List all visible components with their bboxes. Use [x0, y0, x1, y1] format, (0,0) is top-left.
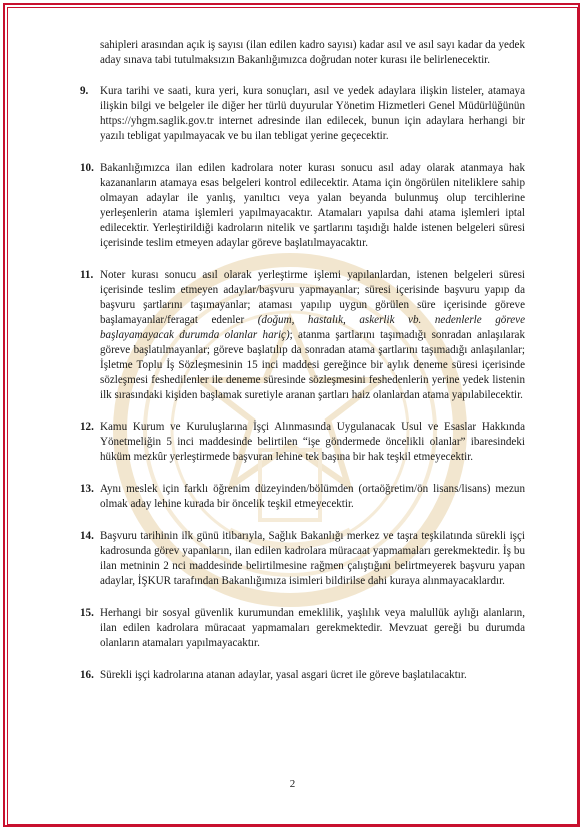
item-text-part: Noter kurası sonucu asıl olarak yerleştirme işlemi yapılanlardan, istenen belgeleri süresi içerisinde teslim etmeyen adaylar/başvuru yapmayanlar; süresi içerisinde başvuru yapıp da başvuru şartlarını taşımayanlar; ataması yapılıp uygun görülen süre içerisinde göreve başlamayanlar/feragat edenler [100, 269, 525, 326]
item-14 [80, 529, 525, 589]
item-number: 11. [80, 269, 94, 281]
item-text: Herhangi bir sosyal güvenlik kurumundan emeklilik, yaşlılık veya malullük aylığı alanların, ilan edilen kadrolara müracaat yapmamaları gerekmektedir. Mevzuat gereği bu durumda olanların atamaları yapılmayacaktır. [100, 607, 525, 649]
item-number: 9. [80, 85, 89, 97]
item-text: Bakanlığımızca ilan edilen kadrolara noter kurası sonucu asıl aday olarak atanmaya hak kazananların atamaya esas belgeleri kontrol edilecektir. Atama için öngörülen niteliklere sahip olmayan adaylar ile yanlış, yanıltıcı veya yalan beyanda bulunmuş olup tercihlerine yerleşenlerin atama işlemleri yapılmayacaktır. Atamaları yapılsa dahi atama işlemleri iptal edilecektir. Yerleştirildiği kadroların nitelik ve şartlarını taşıdığı halde istenen belgeleri süresi içerisinde teslim etmeyen adaylar göreve başlatılmayacaktır. [100, 162, 525, 249]
intro-paragraph: sahipleri arasından açık iş sayısı (ilan edilen kadro sayısı) kadar asıl ve asıl sayı kadar da yedek aday sınava tabi tutulmaksızın Bakanlığımızca doğrudan noter kurası ile belirlenecektir. [100, 39, 525, 66]
item-10 [80, 161, 525, 251]
page-number: 2 [289, 778, 296, 790]
item-number: 10. [80, 162, 94, 174]
item-text: Başvuru tarihinin ilk günü itibarıyla, Sağlık Bakanlığı merkez ve taşra teşkilatında sürekli işçi kadrosunda görev yapanların, ilan edilen kadrolara müracaat yapmamaları gerekmektedir. İş bu ilan metninin 2 nci maddesinde belirtilmesine rağmen çalıştığını belirtmeyerek başvuru yapan adaylar, İŞKUR tarafından Bakanlığımıza isimleri bildirilse dahi kuraya alınmayacaklardır. [100, 530, 525, 587]
item-text: Sürekli işçi kadrolarına atanan adaylar, yasal asgari ücret ile göreve başlatılacaktır. [100, 669, 467, 681]
item-text: Aynı meslek için farklı öğrenim düzeyinden/bölümden (ortaöğretim/ön lisans/lisans) mezun olmak aday lehine kurada bir öncelik teşkil etmeyecektir. [100, 483, 525, 510]
item-12 [80, 420, 525, 465]
item-number: 14. [80, 530, 94, 542]
item-text-part: ; atanma şartlarını taşımadığı sonradan anlaşılarak göreve başlatılmayanlar; göreve başlatılıp da sonradan atama şartlarını taşımadığı anlaşılanlar; İşletme Toplu İş Sözleşmesinin 15 inci maddesi gereğince bir aylık deneme süresi içerisinde sözleşmesi feshedilenler ile deneme süresinde sözleşmesini feshedenlerin yerine yedek listenin ilk sırasındaki kişiden başlamak suretiyle aranan şartları haiz olanlardan atama yapılabilecektir. [100, 329, 525, 401]
item-number: 15. [80, 607, 94, 619]
item-number: 12. [80, 421, 94, 433]
item-9 [80, 84, 525, 144]
item-number: 13. [80, 483, 94, 495]
item-13 [80, 482, 525, 512]
item-text-italic: (doğum, hastalık, askerlik vb. nedenlerle göreve başlayamayacak durumda olanlar hariç) [100, 314, 525, 341]
item-text: Kamu Kurum ve Kuruluşlarına İşçi Alınmasında Uygulanacak Usul ve Esaslar Hakkında Yönetmeliğin 5 inci maddesinde belirtilen “işe göndermede öncelikli olanlar” ibaresindeki hüküm mezkûr yerleştirmede başvuran lehine tek başına bir hak teşkil etmeyecektir. [100, 421, 525, 463]
item-11 [80, 268, 525, 403]
document-body [80, 38, 525, 700]
item-number: 16. [80, 669, 94, 681]
item-text: Kura tarihi ve saati, kura yeri, kura sonuçları, asıl ve yedek adaylara ilişkin listeler, atamaya ilişkin bilgi ve belgeler ile diğer her türlü duyurular Yönetim Hizmetleri Genel Müdürlüğünün https://yhgm.saglik.gov.tr internet adresinde ilan edilecek, bunun için adaylara herhangi bir yazılı tebligat yapılmayacak ve bu ilan tebligat yerine geçecektir. [100, 85, 525, 142]
item-16 [80, 668, 525, 683]
item-text [100, 268, 525, 403]
item-15 [80, 606, 525, 651]
